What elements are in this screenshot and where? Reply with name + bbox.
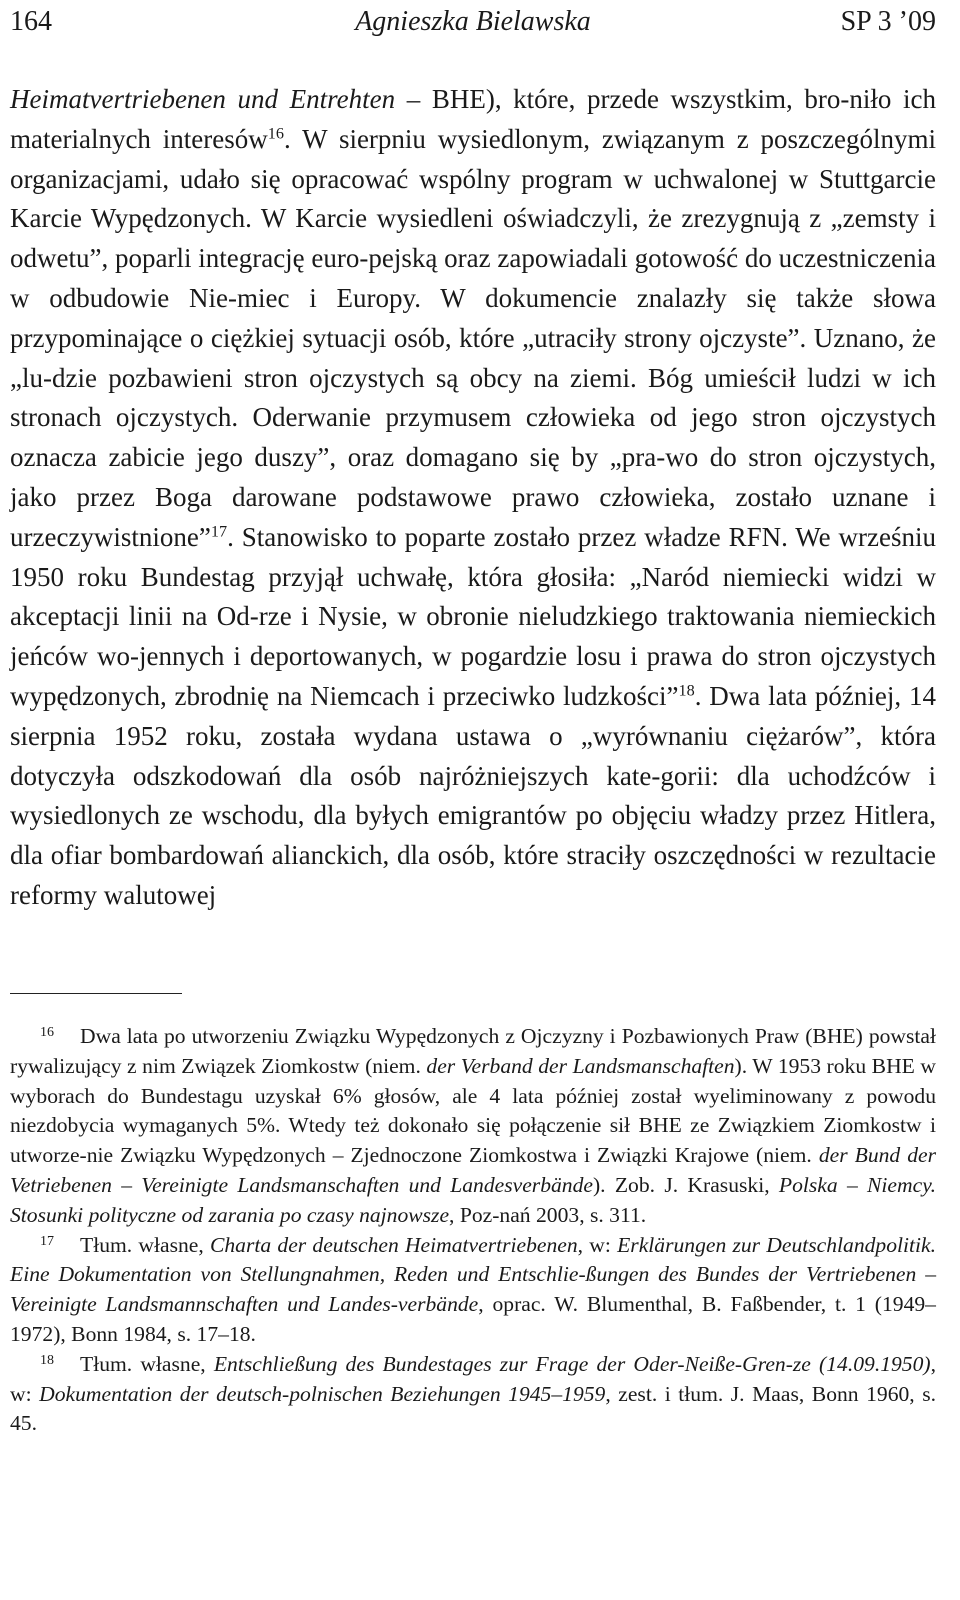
body-paragraph: [10, 80, 936, 916]
footnote-italic: Charta der deutschen Heimatvertriebenen: [209, 1232, 578, 1257]
footnote-text: , oprac. W. Blumenthal, B. Faßbender, t. 1 (1949–1972), Bonn 1984, s. 17–18.: [10, 1292, 936, 1346]
footnote-italic: der Verband der Landsmanschaften: [426, 1053, 735, 1078]
body-text: . Dwa lata później, 14 sierpnia 1952 roku, została wydana ustawa o „wyrównaniu ciężarów”, która dotyczyła odszkodowań dla osób najróżniejszych kate-gorii: dla uchodźców i wysiedlonych ze wschodu, dla byłych emigrantów po objęciu władzy przez Hitlera, dla ofiar bombardowań alianckich, dla osób, które straciły oszczędności w rezultacie reformy walutowej: [10, 680, 936, 910]
main-text: [10, 80, 936, 916]
book-page: [10, 0, 936, 1600]
running-head-journal: SP 3 ’09: [840, 6, 936, 37]
footnote-text: , w:: [577, 1232, 618, 1257]
footnote-text: , Poz-nań 2003, s. 311.: [449, 1202, 647, 1227]
body-text: . Stanowisko to poparte zostało przez władze RFN. We wrześniu 1950 roku Bundestag przyjął uchwałę, która głosiła: „Naród niemiecki widzi w akceptacji linii na Od-rze i Nysie, w obronie nieludzkiego traktowania niemieckich jeńców wo-jennych i deportowanych, w pogardzie losu i prawa do stron ojczystych wypędzonych, zbrodnię na Niemcach i przeciwko ludzkości”: [10, 521, 936, 711]
running-header: [10, 2, 936, 42]
footnote-text: Dwa lata po utworzeniu Związku Wypędzonych z Ojczyzny i Pozbawionych Praw (BHE) powstał rywalizujący z nim Związek Ziomkostw (niem.: [10, 1024, 936, 1078]
footnote-italic: Polska – Niemcy. Stosunki polityczne od zarania po czasy najnowsze: [10, 1172, 936, 1227]
body-text: – BHE), które, przede wszystkim, bro-niło ich materialnych interesów: [10, 84, 936, 154]
footnote-text: ). W 1953 roku BHE w wyborach do Bundestagu uzyskał 6% głosów, ale 4 lata później został wyeliminowany z powodu niezdobycia wymaganych 5%. Wtedy też dokonało się połączenie sił BHE ze Związkiem Ziomkostw i utworze-nie Związku Wypędzonych – Zjednoczone Ziomkostwa i Związki Krajowe (niem.: [10, 1053, 936, 1168]
footnote-italic: Dokumentation der deutsch-polnischen Beziehungen 1945–1959: [39, 1381, 606, 1406]
footnote-italic: der Bund der Vetriebenen – Vereinigte Landsmanschaften und Landesverbände: [10, 1143, 936, 1197]
footnote-text: ). Zob. J. Krasuski,: [592, 1172, 779, 1197]
footnote-17: 17 Tłum. własne, Charta der deutschen Heimatvertriebenen, w: Erklärungen zur Deutschlandpolitik. Eine Dokumentation von Stellungnahmen, Reden und Entschlie-ßungen des Bundes der Vertriebenen – Vereinigte Landsmannschaften und Landes-verbände, oprac. W. Blumenthal, B. Faßbender, t. 1 (1949–1972), Bonn 1984, s. 17–18.: [10, 1232, 937, 1346]
body-text: . W sierpniu wysiedlonym, związanym z poszczególnymi organizacjami, udało się opracować wspólny program w uchwalonej w Stuttgarcie Karcie Wypędzonych. W Karcie wysiedleni oświadczyli, że zrezygnują z „zemsty i odwetu”, poparli integrację euro-pejską oraz zapowiadali gotowość do uczestniczenia w odbudowie Nie-miec i Europy. W dokumencie znalazły się także słowa przypominające o ciężkiej sytuacji osób, które „utraciły strony ojczyste”. Uznano, że „lu-dzie pozbawieni stron ojczystych są obcy na ziemi. Bóg umieścił ludzi w ich stronach ojczystych. Oderwanie przymusem człowieka od jego stron ojczystych oznacza zabicie jego duszy”, oraz domagano się by „pra-wo do stron ojczystych, jako przez Boga darowane podstawowe prawo człowieka, zostało uznane i urzeczywistnione”: [10, 123, 936, 552]
footnote-ref-18[interactable]: 18: [678, 681, 695, 700]
footnote-16: 16 Dwa lata po utworzeniu Związku Wypędzonych z Ojczyzny i Pozbawionych Praw (BHE) powstał rywalizujący z nim Związek Ziomkostw (niem. der Verband der Landsmanschaften). W 1953 roku BHE w wyborach do Bundestagu uzyskał 6% głosów, ale 4 lata później został wyeliminowany z powodu niezdobycia wymaganych 5%. Wtedy też dokonało się połączenie sił BHE ze Związkiem Ziomkostw i utworze-nie Związku Wypędzonych – Zjednoczone Ziomkostwa i Związki Krajowe (niem. der Bund der Vetriebenen – Vereinigte Landsmanschaften und Landesverbände). Zob. J. Krasuski, Polska – Niemcy. Stosunki polityczne od zarania po czasy najnowsze, Poz-nań 2003, s. 311.: [10, 1024, 936, 1227]
footnote-text: , zest. i tłum. J. Maas, Bonn 1960, s. 45.: [10, 1381, 937, 1436]
footnote-text: , w:: [10, 1351, 936, 1406]
footnote-text: Tłum. własne,: [80, 1232, 210, 1257]
footnote-18: 18 Tłum. własne, Entschließung des Bundestages zur Frage der Oder-Neiße-Gren-ze (14.09.1950), w: Dokumentation der deutsch-polnischen Beziehungen 1945–1959, zest. i tłum. J. Maas, Bonn 1960, s. 45.: [10, 1351, 937, 1436]
footnote-text: Tłum. własne,: [80, 1351, 214, 1376]
footnote-italic: Entschließung des Bundestages zur Frage der Oder-Neiße-Gren-ze (14.09.1950): [213, 1351, 931, 1376]
footnote-ref-16[interactable]: 16: [267, 124, 284, 143]
footnote-italic: Erklärungen zur Deutschlandpolitik. Eine Dokumentation von Stellungnahmen, Reden und Entschlie-ßungen des Bundes der Vertriebenen – Vereinigte Landsmannschaften und Landes-verbände: [10, 1232, 937, 1317]
running-head-author: Agnieszka Bielawska: [355, 6, 591, 37]
footnote-separator: [10, 993, 182, 994]
footnote-ref-17[interactable]: 17: [210, 522, 228, 541]
page-number: 164: [10, 6, 52, 37]
italic-term: Heimatvertriebenen und Entrehten: [10, 84, 396, 114]
footnotes: [10, 1022, 936, 1439]
